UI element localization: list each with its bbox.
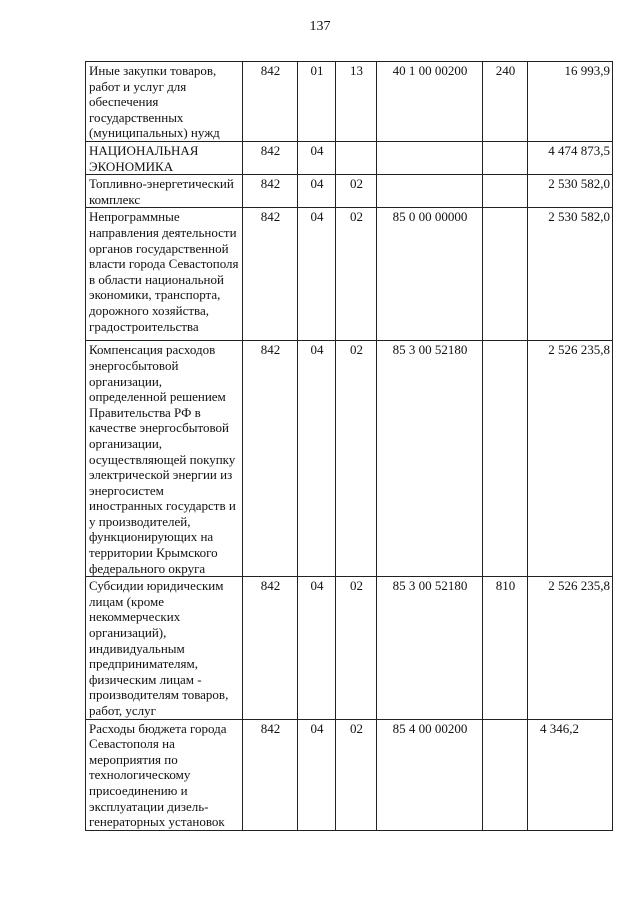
row-section: 04 [298,208,336,341]
row-expense-type [483,141,528,174]
row-section: 04 [298,577,336,719]
row-amount: 16 993,9 [528,62,613,142]
row-name: Компенсация расходов энергосбытовой организации, определенной решением Правительства РФ в качестве энергосбытовой организации, осуществляющей покупку электрической энергии из энергосистем иностранных государств и у производителей, функционирующих на территории Крымского федерального округа [86,341,243,577]
table-row [86,577,613,719]
table-row [86,175,613,208]
row-amount: 2 530 582,0 [528,208,613,341]
row-expense-type [483,208,528,341]
row-name: Расходы бюджета города Севастополя на мероприятия по технологическому присоединению и эксплуатации дизель-генераторных установок [86,719,243,830]
row-grbs: 842 [243,208,298,341]
row-name: НАЦИОНАЛЬНАЯ ЭКОНОМИКА [86,141,243,174]
row-amount: 2 526 235,8 [528,341,613,577]
row-amount: 4 346,2 [528,719,613,830]
row-subsection: 13 [336,62,377,142]
row-grbs: 842 [243,141,298,174]
row-expense-type [483,719,528,830]
table-row [86,141,613,174]
row-target-article: 40 1 00 00200 [377,62,483,142]
row-target-article: 85 3 00 52180 [377,577,483,719]
row-expense-type: 810 [483,577,528,719]
table-row [86,341,613,577]
row-section: 04 [298,175,336,208]
row-expense-type [483,175,528,208]
row-amount: 4 474 873,5 [528,141,613,174]
table-row [86,208,613,341]
row-section: 04 [298,341,336,577]
row-target-article: 85 4 00 00200 [377,719,483,830]
row-name: Иные закупки товаров, работ и услуг для обеспечения государственных (муниципальных) нужд [86,62,243,142]
row-grbs: 842 [243,341,298,577]
budget-table [85,61,613,831]
row-subsection: 02 [336,175,377,208]
row-section: 01 [298,62,336,142]
row-expense-type: 240 [483,62,528,142]
row-grbs: 842 [243,577,298,719]
row-subsection: 02 [336,719,377,830]
table-row [86,719,613,830]
row-subsection [336,141,377,174]
row-subsection: 02 [336,341,377,577]
table-row [86,62,613,142]
row-target-article [377,175,483,208]
row-expense-type [483,341,528,577]
row-target-article: 85 3 00 52180 [377,341,483,577]
row-section: 04 [298,141,336,174]
row-amount: 2 526 235,8 [528,577,613,719]
row-subsection: 02 [336,208,377,341]
row-grbs: 842 [243,719,298,830]
row-section: 04 [298,719,336,830]
row-amount: 2 530 582,0 [528,175,613,208]
row-target-article: 85 0 00 00000 [377,208,483,341]
page-number: 137 [309,19,331,34]
row-name: Непрограммные направления деятельности органов государственной власти города Севастополя в области национальной экономики, транспорта, дорожного хозяйства, градостроительства [86,208,243,341]
row-grbs: 842 [243,175,298,208]
row-target-article [377,141,483,174]
row-grbs: 842 [243,62,298,142]
row-name: Топливно-энергетический комплекс [86,175,243,208]
row-subsection: 02 [336,577,377,719]
row-name: Субсидии юридическим лицам (кроме некоммерческих организаций), индивидуальным предпринимателям, физическим лицам - производителям товаров, работ, услуг [86,577,243,719]
